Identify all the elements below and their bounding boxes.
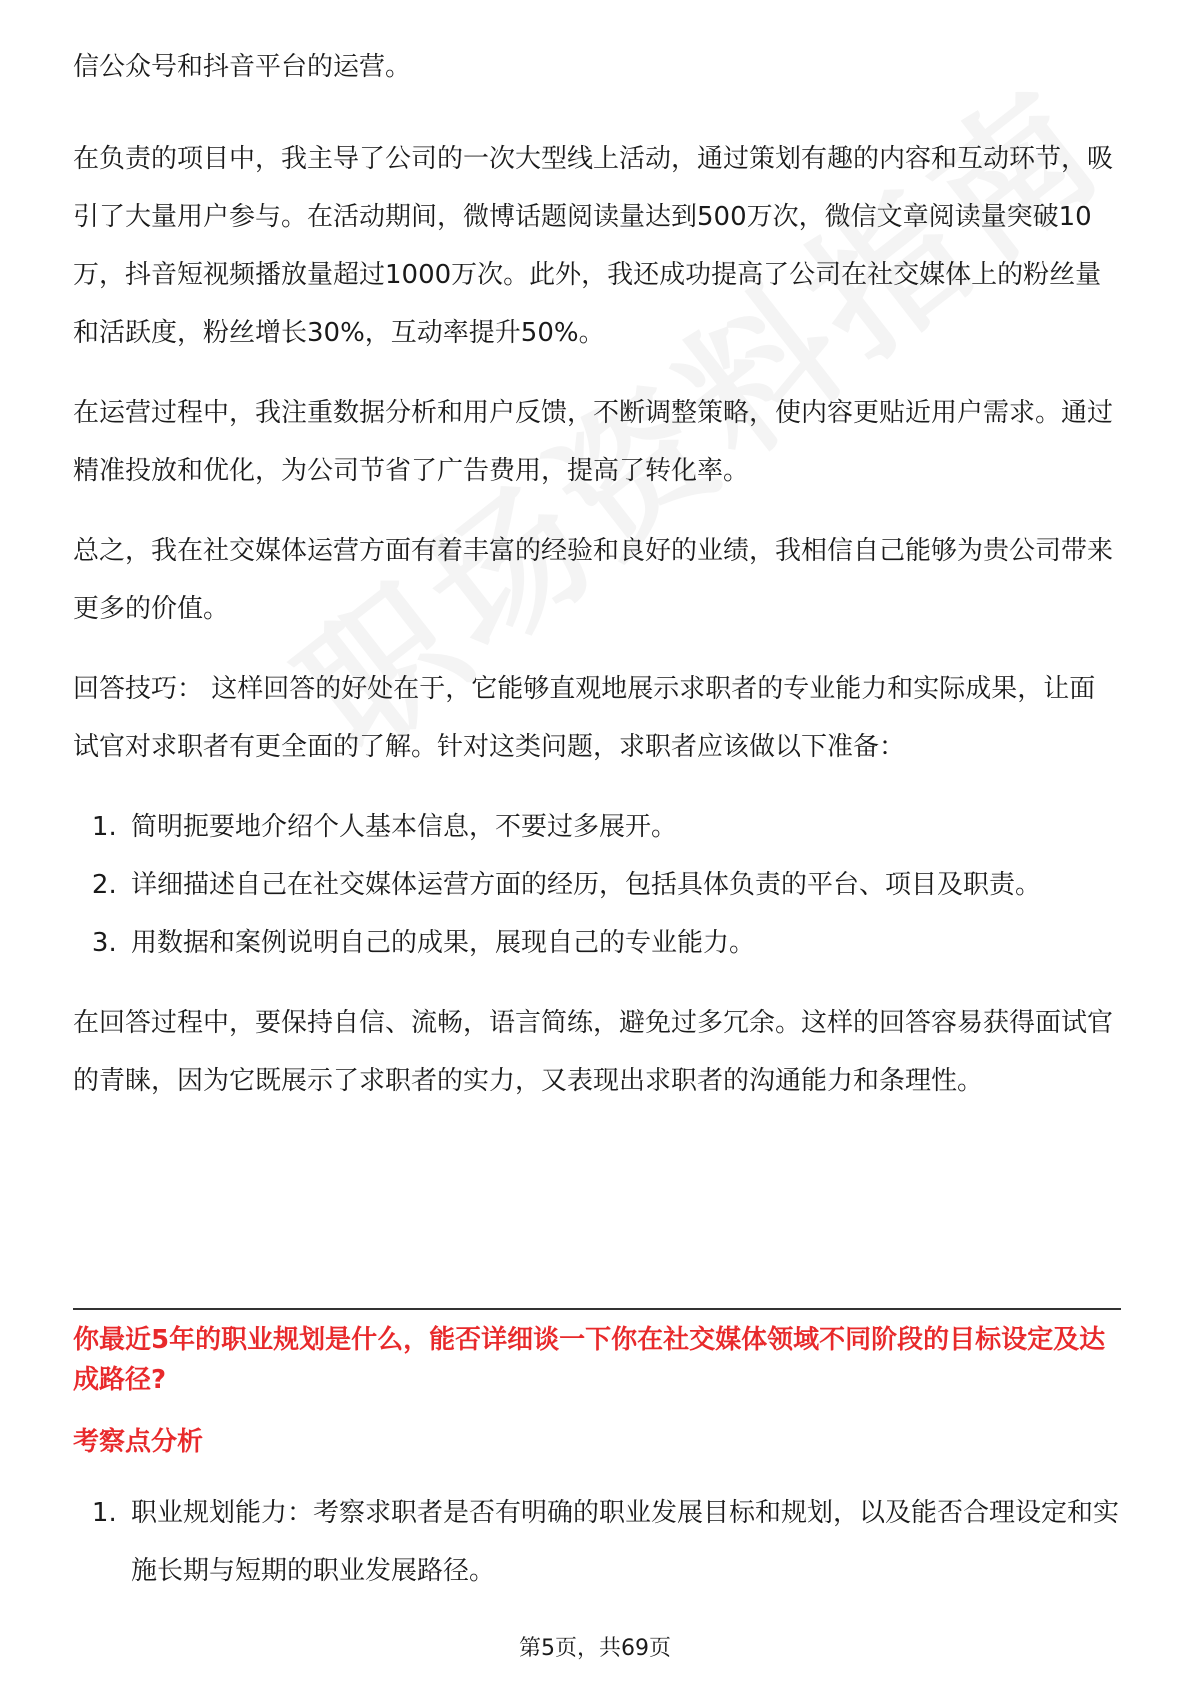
analysis-section: [73, 1484, 1121, 1600]
paragraph-operation: 在运营过程中，我注重数据分析和用户反馈，不断调整策略，使内容更贴近用户需求。通过精准投放和优化，为公司节省了广告费用，提高了转化率。: [73, 398, 1114, 486]
list-item: 1. 职业规划能力：考察求职者是否有明确的职业发展目标和规划，以及能否合理设定和实施长期与短期的职业发展路径。: [125, 1484, 1121, 1600]
page-body: [73, 0, 1121, 1110]
analysis-heading: 考察点分析: [73, 1427, 204, 1457]
list-item: 2. 详细描述自己在社交媒体运营方面的经历，包括具体负责的平台、项目及职责。: [125, 856, 1121, 914]
page-number: 第5页，共69页: [519, 1636, 671, 1661]
analysis-list: [73, 1484, 1121, 1600]
question-heading: 你最近5年的职业规划是什么，能否详细谈一下你在社交媒体领域不同阶段的目标设定及达成路径?: [73, 1325, 1106, 1395]
paragraph-summary: 总之，我在社交媒体运营方面有着丰富的经验和良好的业绩，我相信自己能够为贵公司带来更多的价值。: [73, 536, 1114, 624]
paragraph-closing: 在回答过程中，要保持自信、流畅，语言简练，避免过多冗余。这样的回答容易获得面试官的青睐，因为它既展示了求职者的实力，又表现出求职者的沟通能力和条理性。: [73, 1008, 1114, 1096]
paragraph-project: 在负责的项目中，我主导了公司的一次大型线上活动，通过策划有趣的内容和互动环节，吸引了大量用户参与。在活动期间，微博话题阅读量达到500万次，微信文章阅读量突破10万，抖音短视频播放量超过1000万次。此外，我还成功提高了公司在社交媒体上的粉丝量和活跃度，粉丝增长30%，互动率提升50%。: [73, 144, 1114, 348]
paragraph-continuation: 信公众号和抖音平台的运营。: [73, 52, 412, 82]
list-item: 1. 简明扼要地介绍个人基本信息，不要过多展开。: [125, 798, 1121, 856]
section-divider: [73, 1308, 1121, 1310]
tips-list: [73, 798, 1121, 972]
list-item: 3. 用数据和案例说明自己的成果，展现自己的专业能力。: [125, 914, 1121, 972]
paragraph-tips-intro: 回答技巧： 这样回答的好处在于，它能够直观地展示求职者的专业能力和实际成果，让面试官对求职者有更全面的了解。针对这类问题，求职者应该做以下准备：: [73, 674, 1096, 762]
